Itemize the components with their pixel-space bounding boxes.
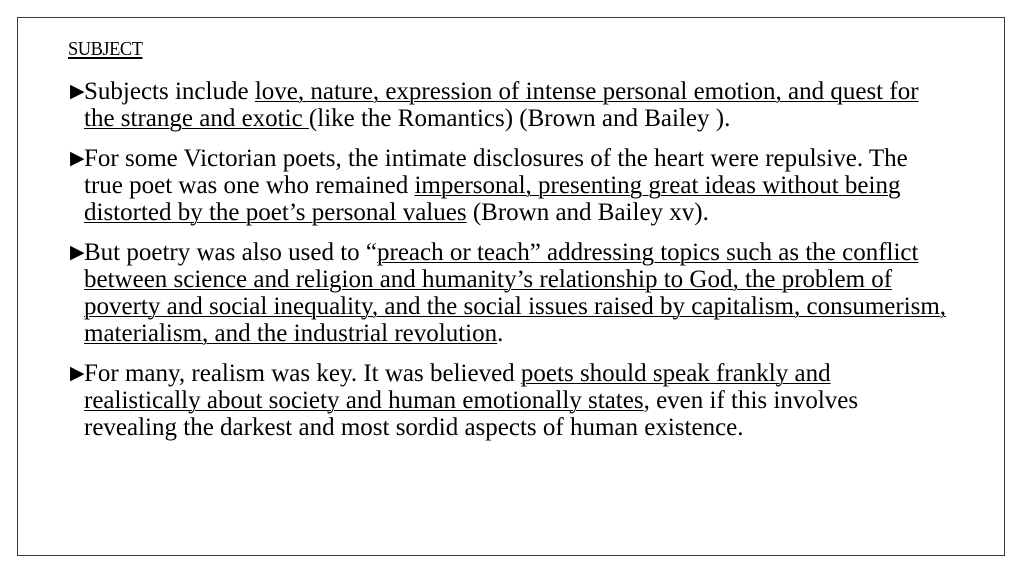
- bullet-text: [84, 360, 858, 441]
- triangle-bullet-icon: ▶: [70, 363, 85, 384]
- bullet-text: [84, 239, 946, 347]
- bullet-text-segment: For many, realism was key. It was believed: [84, 360, 521, 387]
- bullet-text-segment: (like the Romantics) (Brown and Bailey ).: [308, 105, 731, 132]
- bullet-text: [84, 78, 919, 132]
- bullet-item: [70, 78, 950, 132]
- bullet-text-segment: For some Victorian poets, the intimate disclosures of the heart were repulsive. The true poet was one who remained: [84, 145, 908, 199]
- bullet-text-segment: , even if this involves revealing the darkest and most sordid aspects of human existence.: [84, 387, 859, 441]
- bullet-item: [70, 360, 950, 441]
- triangle-bullet-icon: ▶: [70, 242, 85, 263]
- bullet-text-underlined: love, nature, expression of intense personal emotion, and quest for the strange and exotic: [84, 78, 919, 132]
- bullet-text-segment: But poetry was also used to “: [84, 239, 378, 266]
- bullet-item: [70, 239, 950, 347]
- bullet-list: [70, 78, 950, 454]
- triangle-bullet-icon: ▶: [70, 148, 85, 169]
- bullet-text-underlined: impersonal, presenting great ideas without being distorted by the poet’s personal values: [84, 172, 901, 226]
- triangle-bullet-icon: ▶: [70, 81, 85, 102]
- slide-heading: SUBJECT: [68, 38, 143, 60]
- bullet-item: [70, 145, 950, 226]
- bullet-text-underlined: poets should speak frankly and realistically about society and human emotionally states: [84, 360, 831, 414]
- bullet-text-segment: Subjects include: [84, 78, 255, 105]
- bullet-text-underlined: preach or teach” addressing topics such as the conflict between science and religion and humanity’s relationship to God, the problem of poverty and social inequality, and the social issues raised by capitalism, consumerism, materialism, and the industrial revolution: [84, 239, 947, 347]
- bullet-text-segment: .: [497, 320, 504, 347]
- bullet-text-segment: (Brown and Bailey xv).: [466, 199, 709, 226]
- bullet-text: [84, 145, 908, 226]
